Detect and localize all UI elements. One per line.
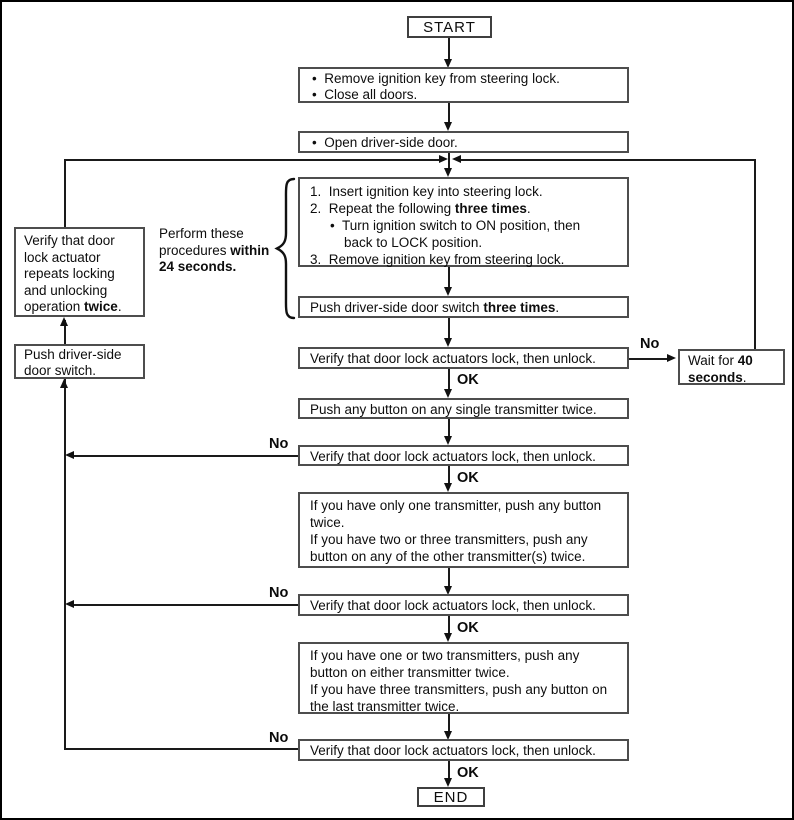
final-transmitter-node — [298, 642, 629, 714]
prep-line: • Remove ignition key from steering lock. — [312, 71, 560, 86]
timing-note: Perform these procedures within 24 seconds. — [159, 226, 270, 274]
start-node: START — [407, 16, 492, 38]
arrowhead-down-icon — [444, 389, 452, 398]
connector-line — [64, 379, 66, 750]
verify-lock-unlock-node: Verify that door lock actuators lock, then unlock. — [298, 594, 629, 616]
instruction-line: If you have two or three transmitters, push any button on any of the other transmitter(s) twice. — [310, 532, 588, 564]
open-door-node — [298, 131, 629, 153]
verify-lock-unlock-node: Verify that door lock actuators lock, then unlock. — [298, 347, 629, 369]
end-node: END — [417, 787, 485, 807]
no-label: No — [640, 336, 660, 352]
no-label: No — [269, 730, 289, 746]
wait-40-seconds-node: Wait for 40 seconds. — [678, 349, 785, 385]
arrowhead-up-icon — [60, 317, 68, 326]
prep-line: • Close all doors. — [312, 87, 418, 102]
prep-line: • Open driver-side door. — [312, 135, 458, 150]
no-label: No — [269, 585, 289, 601]
procedure-line: back to LOCK position. — [344, 235, 483, 250]
connector-line — [629, 358, 667, 360]
arrowhead-left-icon — [65, 451, 74, 459]
connector-line — [458, 159, 756, 161]
arrowhead-right-icon — [439, 155, 448, 163]
connector-line — [72, 604, 298, 606]
procedure-line: 1. Insert ignition key into steering lock. — [310, 184, 543, 199]
instruction-line: If you have one or two transmitters, push any button on either transmitter twice. — [310, 648, 580, 680]
arrowhead-down-icon — [444, 338, 452, 347]
arrowhead-left-icon — [65, 600, 74, 608]
push-door-switch-three-times-node: Push driver-side door switch three times. — [298, 296, 629, 318]
push-door-switch-node: Push driver-side door switch. — [14, 344, 145, 379]
one-or-more-transmitters-node — [298, 492, 629, 568]
ok-label: OK — [457, 765, 479, 781]
instruction-line: If you have three transmitters, push any button on the last transmitter twice. — [310, 682, 608, 714]
connector-line — [448, 267, 450, 289]
connector-line — [65, 159, 440, 161]
ok-label: OK — [457, 470, 479, 486]
verify-lock-unlock-node: Verify that door lock actuators lock, then unlock. — [298, 739, 629, 761]
arrowhead-down-icon — [444, 483, 452, 492]
arrowhead-down-icon — [444, 168, 452, 177]
no-label: No — [269, 436, 289, 452]
arrowhead-down-icon — [444, 287, 452, 296]
instruction-line: If you have only one transmitter, push any button twice. — [310, 498, 602, 530]
ok-label: OK — [457, 372, 479, 388]
arrowhead-down-icon — [444, 436, 452, 445]
push-any-button-node: Push any button on any single transmitter twice. — [298, 398, 629, 419]
arrowhead-right-icon — [667, 354, 676, 362]
procedure-line: • Turn ignition switch to ON position, then — [330, 218, 581, 233]
connector-line — [448, 369, 450, 391]
arrowhead-left-icon — [452, 155, 461, 163]
arrowhead-down-icon — [444, 633, 452, 642]
connector-line — [754, 159, 756, 349]
procedure-line: 2. Repeat the following three times. — [310, 201, 531, 216]
connector-line — [448, 318, 450, 340]
prep-steps-node — [298, 67, 629, 103]
ok-label: OK — [457, 620, 479, 636]
connector-line — [64, 748, 298, 750]
connector-line — [448, 568, 450, 588]
procedure-line: 3. Remove ignition key from steering lock. — [310, 252, 565, 267]
connector-line — [64, 159, 66, 227]
arrowhead-up-icon — [60, 379, 68, 388]
verify-actuator-twice-node: Verify that door lock actuator repeats locking and unlocking operation twice. — [14, 227, 145, 317]
verify-lock-unlock-node: Verify that door lock actuators lock, then unlock. — [298, 445, 629, 466]
key-cycle-procedure-node — [298, 177, 629, 267]
connector-line — [72, 455, 298, 457]
arrowhead-down-icon — [444, 778, 452, 787]
arrowhead-down-icon — [444, 122, 452, 131]
